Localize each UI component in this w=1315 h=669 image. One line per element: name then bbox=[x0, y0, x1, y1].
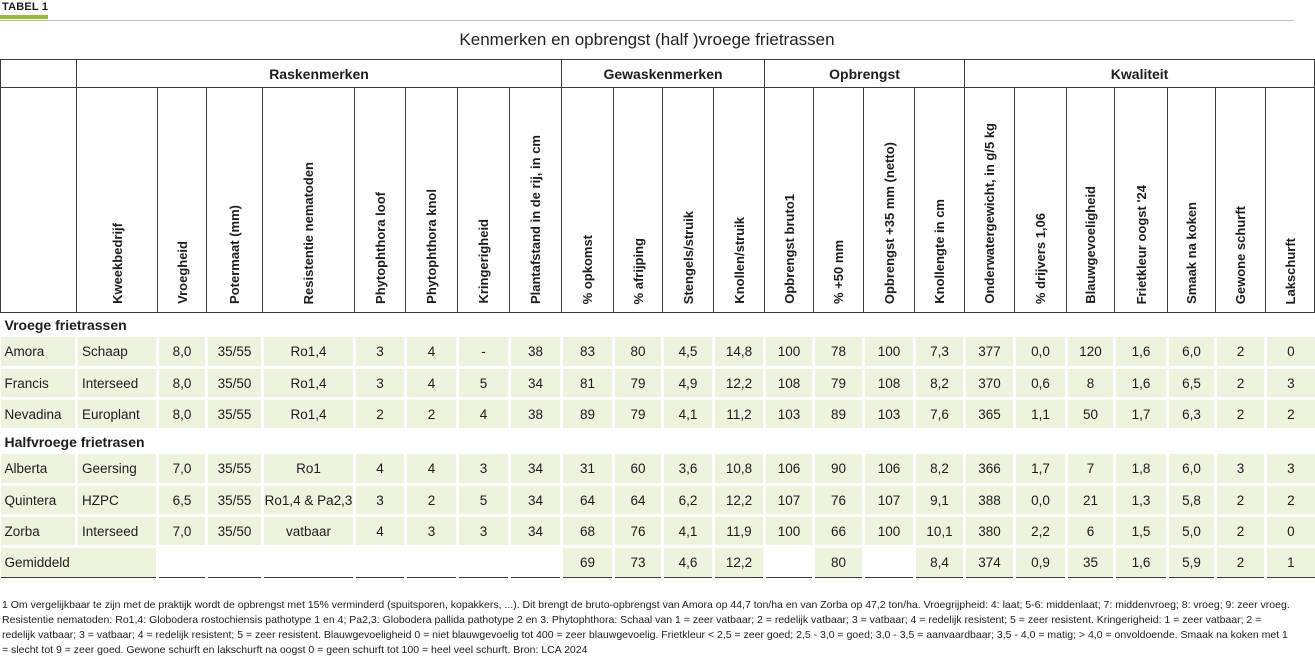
column-header: Vroegheid bbox=[158, 88, 207, 313]
column-header: Blauwgevoeligheid bbox=[1067, 88, 1115, 313]
table-cell: 11,9 bbox=[714, 516, 765, 547]
table-cell: 34 bbox=[510, 368, 562, 399]
table-cell: Ro1 bbox=[263, 454, 355, 485]
table-label-bar bbox=[0, 0, 1294, 20]
table-cell bbox=[406, 547, 458, 578]
table-cell bbox=[158, 547, 207, 578]
breeder-name: Geersing bbox=[77, 454, 158, 485]
table-cell: 8,0 bbox=[158, 399, 207, 430]
group-kwaliteit: Kwaliteit bbox=[965, 60, 1315, 88]
column-header: Onderwatergewicht, in g/5 kg bbox=[965, 88, 1015, 313]
results-table bbox=[0, 59, 1315, 578]
table-cell: - bbox=[458, 337, 510, 368]
table-cell: 2 bbox=[406, 399, 458, 430]
table-cell: 107 bbox=[864, 485, 915, 516]
table-cell: 5 bbox=[458, 485, 510, 516]
table-cell: 103 bbox=[765, 399, 814, 430]
table-cell: 38 bbox=[510, 399, 562, 430]
column-header: Resistentie nematoden bbox=[263, 88, 355, 313]
table-cell: 76 bbox=[614, 516, 663, 547]
table-cell: 1,6 bbox=[1115, 368, 1168, 399]
column-header: Kringerigheid bbox=[458, 88, 510, 313]
table-cell: Ro1,4 bbox=[263, 368, 355, 399]
table-cell: 5,0 bbox=[1168, 516, 1216, 547]
table-cell: 6,3 bbox=[1168, 399, 1216, 430]
column-header: Knollengte in cm bbox=[915, 88, 965, 313]
group-opbrengst: Opbrengst bbox=[765, 60, 965, 88]
table-cell: 8 bbox=[1067, 368, 1115, 399]
column-header: Stengels/struik bbox=[663, 88, 714, 313]
table-cell: 103 bbox=[864, 399, 915, 430]
table-cell: 64 bbox=[614, 485, 663, 516]
footnote: 1 Om vergelijkbaar te zijn met de praktijk wordt de opbrengst met 15% verminderd (spuitsporen, kopakkers, ...). Dit brengt de bruto-opbrengst van Amora op 44,7 ton/ha en van Zorba op 47,2 ton/ha. Vroegrijpheid: 4: laat; 5-6: middenlaat; 7: middenvroeg; 8: vroeg; 9: zeer vroeg. Resistentie nematoden: Ro1,4: Globodera rostochiensis pathotype 1 en 4; Pa2,3: Globodera pallida pathotype 2 en 3. Phytophthora: Schaal van 1 = zeer vatbaar; 2 = redelijk vatbaar; 3 = vatbaar; 4 = redelijk resistent; 5 = zeer resistent. Kringerigheid: 1 = zeer vatbaar; 2 = redelijk vatbaar; 3 = vatbaar; 4 = redelijk resistent; 5 = zeer resistent. Blauwgevoeligheid 0 = niet blauwgevoelig tot 400 = zeer blauwgevoelig. Frietkleur < 2,5 = zeer goed; 2,5 - 3,0 = goed; 3,0 - 3,5 = aanvaardbaar; 3,5 - 4,0 = matig; > 4,0 = onvoldoende. Smaak na koken met 1 = slecht tot 9 = zeer goed. Gewone schurft en lakschurft na oogst 0 = geen schurft tot 100 = heel veel schurft. Bron: LCA 2024 bbox=[2, 599, 1290, 656]
table-cell: Ro1,4 bbox=[263, 399, 355, 430]
table-cell: 2 bbox=[1216, 337, 1266, 368]
table-cell: 0 bbox=[1266, 337, 1315, 368]
table-row bbox=[1, 516, 1315, 547]
table-cell: 73 bbox=[614, 547, 663, 578]
table-cell: 388 bbox=[965, 485, 1015, 516]
table-cell: 3 bbox=[1216, 454, 1266, 485]
table-cell: 3 bbox=[1266, 454, 1315, 485]
column-header: Frietkleur oogst '24 bbox=[1115, 88, 1168, 313]
table-cell: 4,6 bbox=[663, 547, 714, 578]
table-cell: 5,9 bbox=[1168, 547, 1216, 578]
table-cell: 89 bbox=[814, 399, 864, 430]
section-row-vroege bbox=[1, 313, 1315, 337]
table-cell: 34 bbox=[510, 516, 562, 547]
column-header: % +50 mm bbox=[814, 88, 864, 313]
table-label: TABEL 1 bbox=[2, 1, 49, 13]
table-cell: 4 bbox=[355, 516, 406, 547]
table-cell: 106 bbox=[864, 454, 915, 485]
table-cell: 8,2 bbox=[915, 454, 965, 485]
table-row bbox=[1, 454, 1315, 485]
table-cell bbox=[765, 547, 814, 578]
table-cell: 12,2 bbox=[714, 547, 765, 578]
table-cell: 34 bbox=[510, 485, 562, 516]
column-header: Plantafstand in de rij, in cm bbox=[510, 88, 562, 313]
table-cell bbox=[263, 547, 355, 578]
table-cell: 8,4 bbox=[915, 547, 965, 578]
table-cell: 8,0 bbox=[158, 337, 207, 368]
table-cell bbox=[355, 547, 406, 578]
table-cell: 14,8 bbox=[714, 337, 765, 368]
table-cell: 7,6 bbox=[915, 399, 965, 430]
table-cell: 8,0 bbox=[158, 368, 207, 399]
table-cell: 8,2 bbox=[915, 368, 965, 399]
column-header: Potermaat (mm) bbox=[207, 88, 263, 313]
table-cell: 108 bbox=[864, 368, 915, 399]
table-cell: 2 bbox=[1216, 368, 1266, 399]
table-cell: 2 bbox=[1266, 485, 1315, 516]
table-cell: 100 bbox=[864, 516, 915, 547]
table-cell bbox=[864, 547, 915, 578]
table-cell: 3 bbox=[1266, 368, 1315, 399]
table-cell: 31 bbox=[562, 454, 614, 485]
table-cell: 12,2 bbox=[714, 485, 765, 516]
group-raskenmerken: Raskenmerken bbox=[77, 60, 562, 88]
table-cell: 366 bbox=[965, 454, 1015, 485]
column-header-ras bbox=[1, 88, 77, 313]
variety-name: Amora bbox=[1, 337, 77, 368]
table-cell: 79 bbox=[614, 368, 663, 399]
table-cell: 5,8 bbox=[1168, 485, 1216, 516]
table-cell: 89 bbox=[562, 399, 614, 430]
table-cell: 6,0 bbox=[1168, 454, 1216, 485]
table-row bbox=[1, 399, 1315, 430]
table-cell: 3 bbox=[355, 337, 406, 368]
table-cell: 35/55 bbox=[207, 399, 263, 430]
table-cell: 4 bbox=[406, 368, 458, 399]
column-header: Gewone schurft bbox=[1216, 88, 1266, 313]
table-cell: 0,9 bbox=[1015, 547, 1067, 578]
breeder-name: HZPC bbox=[77, 485, 158, 516]
table-cell: vatbaar bbox=[263, 516, 355, 547]
table-cell: 35/50 bbox=[207, 516, 263, 547]
table-cell: 10,8 bbox=[714, 454, 765, 485]
table-row bbox=[1, 337, 1315, 368]
table-cell: 0,0 bbox=[1015, 337, 1067, 368]
group-empty bbox=[1, 60, 77, 88]
table-cell: 7,0 bbox=[158, 516, 207, 547]
table-cell: 79 bbox=[814, 368, 864, 399]
table-cell: 68 bbox=[562, 516, 614, 547]
table-row bbox=[1, 368, 1315, 399]
table-cell: 9,1 bbox=[915, 485, 965, 516]
table-cell: 100 bbox=[765, 516, 814, 547]
table-cell: 107 bbox=[765, 485, 814, 516]
variety-name: Alberta bbox=[1, 454, 77, 485]
table-cell: 11,2 bbox=[714, 399, 765, 430]
table-cell: 4 bbox=[458, 399, 510, 430]
table-cell: 106 bbox=[765, 454, 814, 485]
table-cell: 3 bbox=[355, 485, 406, 516]
section-row-halfvroege bbox=[1, 430, 1315, 454]
table-title: Kenmerken en opbrengst (half )vroege frietrassen bbox=[459, 30, 835, 49]
table-cell: 78 bbox=[814, 337, 864, 368]
table-cell: 6,2 bbox=[663, 485, 714, 516]
table-cell: 370 bbox=[965, 368, 1015, 399]
table-cell: 81 bbox=[562, 368, 614, 399]
group-gewaskenmerken: Gewaskenmerken bbox=[562, 60, 765, 88]
table-cell: 1,3 bbox=[1115, 485, 1168, 516]
table-cell: 1 bbox=[1266, 547, 1315, 578]
variety-name: Quintera bbox=[1, 485, 77, 516]
table-cell: 2 bbox=[1216, 485, 1266, 516]
column-header: Phytophthora knol bbox=[406, 88, 458, 313]
table-cell: 35/55 bbox=[207, 485, 263, 516]
table-cell: 60 bbox=[614, 454, 663, 485]
table-cell: 64 bbox=[562, 485, 614, 516]
table-cell: 380 bbox=[965, 516, 1015, 547]
table-cell bbox=[207, 547, 263, 578]
table-cell bbox=[458, 547, 510, 578]
table-cell: 2 bbox=[1216, 547, 1266, 578]
table-cell: 4,1 bbox=[663, 399, 714, 430]
table-cell: 374 bbox=[965, 547, 1015, 578]
table-cell: 1,1 bbox=[1015, 399, 1067, 430]
column-header: Phytophthora loof bbox=[355, 88, 406, 313]
table-cell: 80 bbox=[614, 337, 663, 368]
average-label: Gemiddeld bbox=[1, 547, 158, 578]
column-header-row bbox=[1, 88, 1315, 313]
table-cell: 6,5 bbox=[1168, 368, 1216, 399]
table-cell: 365 bbox=[965, 399, 1015, 430]
table-cell: 0,0 bbox=[1015, 485, 1067, 516]
group-header-row bbox=[1, 60, 1315, 88]
table-cell: 35 bbox=[1067, 547, 1115, 578]
table-cell: 79 bbox=[614, 399, 663, 430]
variety-name: Francis bbox=[1, 368, 77, 399]
table-cell: 6,5 bbox=[158, 485, 207, 516]
table-cell: 6,0 bbox=[1168, 337, 1216, 368]
column-header: Opbrengst +35 mm (netto) bbox=[864, 88, 915, 313]
table-cell: 34 bbox=[510, 454, 562, 485]
section-title: Vroege frietrassen bbox=[1, 313, 1315, 337]
table-cell: 2 bbox=[1216, 399, 1266, 430]
table-cell: 7,3 bbox=[915, 337, 965, 368]
label-divider bbox=[0, 20, 1294, 21]
table-cell: 2 bbox=[406, 485, 458, 516]
table-cell: 69 bbox=[562, 547, 614, 578]
table-cell: 12,2 bbox=[714, 368, 765, 399]
column-header: Opbrengst bruto1 bbox=[765, 88, 814, 313]
column-header: Lakschurft bbox=[1266, 88, 1315, 313]
table-cell: 1,7 bbox=[1015, 454, 1067, 485]
table-cell: 2 bbox=[1266, 399, 1315, 430]
table-cell: 1,7 bbox=[1115, 399, 1168, 430]
table-cell: 4 bbox=[406, 454, 458, 485]
table-cell: 7 bbox=[1067, 454, 1115, 485]
section-title: Halfvroege frietrasen bbox=[1, 430, 1315, 454]
table-cell: 1,5 bbox=[1115, 516, 1168, 547]
table-row bbox=[1, 485, 1315, 516]
table-cell: 83 bbox=[562, 337, 614, 368]
table-cell: 2 bbox=[1216, 516, 1266, 547]
breeder-name: Europlant bbox=[77, 399, 158, 430]
table-cell: Ro1,4 & Pa2,3 bbox=[263, 485, 355, 516]
average-row bbox=[1, 547, 1315, 578]
table-cell: 35/55 bbox=[207, 337, 263, 368]
table-cell: 108 bbox=[765, 368, 814, 399]
table-cell: 80 bbox=[814, 547, 864, 578]
table-cell: 120 bbox=[1067, 337, 1115, 368]
table-cell: 66 bbox=[814, 516, 864, 547]
table-cell: 4,5 bbox=[663, 337, 714, 368]
table-cell: 7,0 bbox=[158, 454, 207, 485]
table-cell: 3 bbox=[355, 368, 406, 399]
column-header: % opkomst bbox=[562, 88, 614, 313]
column-header: Knollen/struik bbox=[714, 88, 765, 313]
table-cell: 2,2 bbox=[1015, 516, 1067, 547]
table-cell: 6 bbox=[1067, 516, 1115, 547]
table-cell: 4,9 bbox=[663, 368, 714, 399]
breeder-name: Interseed bbox=[77, 368, 158, 399]
table-cell: 4 bbox=[406, 337, 458, 368]
table-cell: 1,8 bbox=[1115, 454, 1168, 485]
breeder-name: Interseed bbox=[77, 516, 158, 547]
table-cell bbox=[510, 547, 562, 578]
table-cell: 35/50 bbox=[207, 368, 263, 399]
table-cell: 50 bbox=[1067, 399, 1115, 430]
label-accent-bar bbox=[0, 15, 48, 19]
table-cell: 2 bbox=[355, 399, 406, 430]
table-cell: 38 bbox=[510, 337, 562, 368]
table-cell: 4,1 bbox=[663, 516, 714, 547]
table-cell: 3 bbox=[406, 516, 458, 547]
variety-name: Zorba bbox=[1, 516, 77, 547]
table-cell: 3,6 bbox=[663, 454, 714, 485]
table-cell: 1,6 bbox=[1115, 547, 1168, 578]
table-cell: 100 bbox=[765, 337, 814, 368]
table-cell: 76 bbox=[814, 485, 864, 516]
table-cell: Ro1,4 bbox=[263, 337, 355, 368]
table-cell: 0,6 bbox=[1015, 368, 1067, 399]
table-cell: 1,6 bbox=[1115, 337, 1168, 368]
column-header: Smaak na koken bbox=[1168, 88, 1216, 313]
table-cell: 90 bbox=[814, 454, 864, 485]
table-cell: 3 bbox=[458, 454, 510, 485]
breeder-name: Schaap bbox=[77, 337, 158, 368]
table-cell: 10,1 bbox=[915, 516, 965, 547]
table-cell: 35/55 bbox=[207, 454, 263, 485]
table-cell: 21 bbox=[1067, 485, 1115, 516]
table-cell: 5 bbox=[458, 368, 510, 399]
variety-name: Nevadina bbox=[1, 399, 77, 430]
table-cell: 100 bbox=[864, 337, 915, 368]
column-header: % drijvers 1,06 bbox=[1015, 88, 1067, 313]
table-cell: 377 bbox=[965, 337, 1015, 368]
table-cell: 3 bbox=[458, 516, 510, 547]
table-cell: 0 bbox=[1266, 516, 1315, 547]
table-cell: 4 bbox=[355, 454, 406, 485]
column-header: % afrijping bbox=[614, 88, 663, 313]
column-header: Kweekbedrijf bbox=[77, 88, 158, 313]
